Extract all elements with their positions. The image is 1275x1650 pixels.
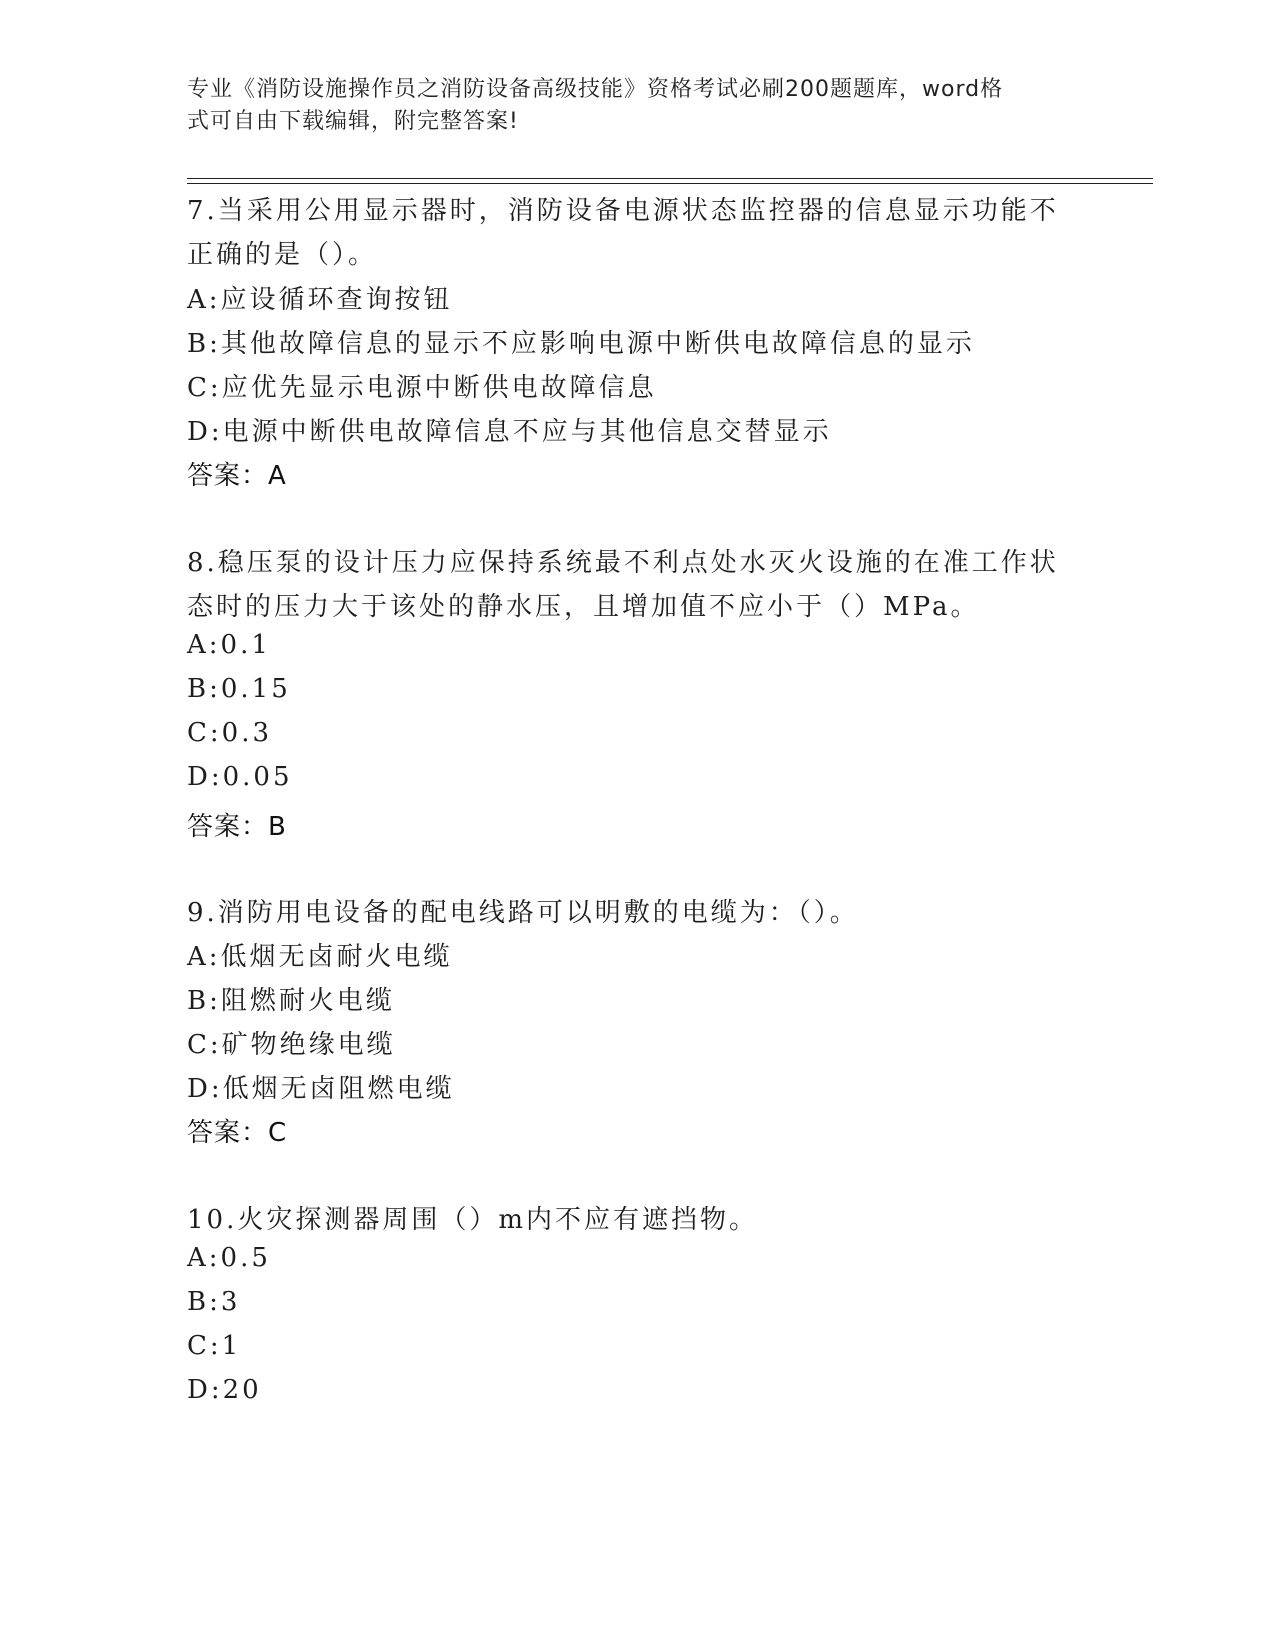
header-divider-top — [187, 178, 1153, 179]
option-d: D:低烟无卤阻燃电缆 — [187, 1074, 455, 1104]
document-header — [187, 74, 1067, 138]
header-divider-bottom — [187, 183, 1153, 184]
option-a: A:应设循环查询按钮 — [187, 285, 453, 315]
option-c: C:应优先显示电源中断供电故障信息 — [187, 373, 657, 403]
question-stem-line: 7.当采用公用显示器时，消防设备电源状态监控器的信息显示功能不 — [187, 196, 1059, 226]
option-b: B:3 — [187, 1287, 241, 1317]
option-a: A:低烟无卤耐火电缆 — [187, 942, 453, 972]
question-stem-line: 8.稳压泵的设计压力应保持系统最不利点处水灭火设施的在准工作状 — [187, 548, 1059, 578]
option-a: A:0.1 — [187, 630, 271, 660]
option-d: D:0.05 — [187, 762, 293, 792]
option-b: B:其他故障信息的显示不应影响电源中断供电故障信息的显示 — [187, 329, 975, 359]
option-d: D:20 — [187, 1375, 262, 1405]
option-a: A:0.5 — [187, 1243, 271, 1273]
option-d: D:电源中断供电故障信息不应与其他信息交替显示 — [187, 417, 832, 447]
header-line-2: 式可自由下载编辑，附完整答案! — [187, 109, 519, 134]
question-stem-line: 9.消防用电设备的配电线路可以明敷的电缆为：（）。 — [187, 898, 859, 928]
option-b: B:阻燃耐火电缆 — [187, 986, 395, 1016]
option-c: C:1 — [187, 1331, 242, 1361]
answer-label: 答案：A — [187, 461, 287, 491]
header-line-1: 专业《消防设施操作员之消防设备高级技能》资格考试必刷200题题库，word格 — [187, 77, 1004, 102]
question-stem-line: 10.火灾探测器周围（）m内不应有遮挡物。 — [187, 1205, 759, 1235]
answer-label: 答案：B — [187, 812, 287, 842]
option-c: C:0.3 — [187, 718, 273, 748]
option-c: C:矿物绝缘电缆 — [187, 1030, 396, 1060]
option-b: B:0.15 — [187, 674, 291, 704]
question-stem-line: 正确的是（）。 — [187, 240, 378, 270]
question-stem-line: 态时的压力大于该处的静水压，且增加值不应小于（）MPa。 — [187, 592, 980, 622]
answer-label: 答案：C — [187, 1118, 288, 1148]
